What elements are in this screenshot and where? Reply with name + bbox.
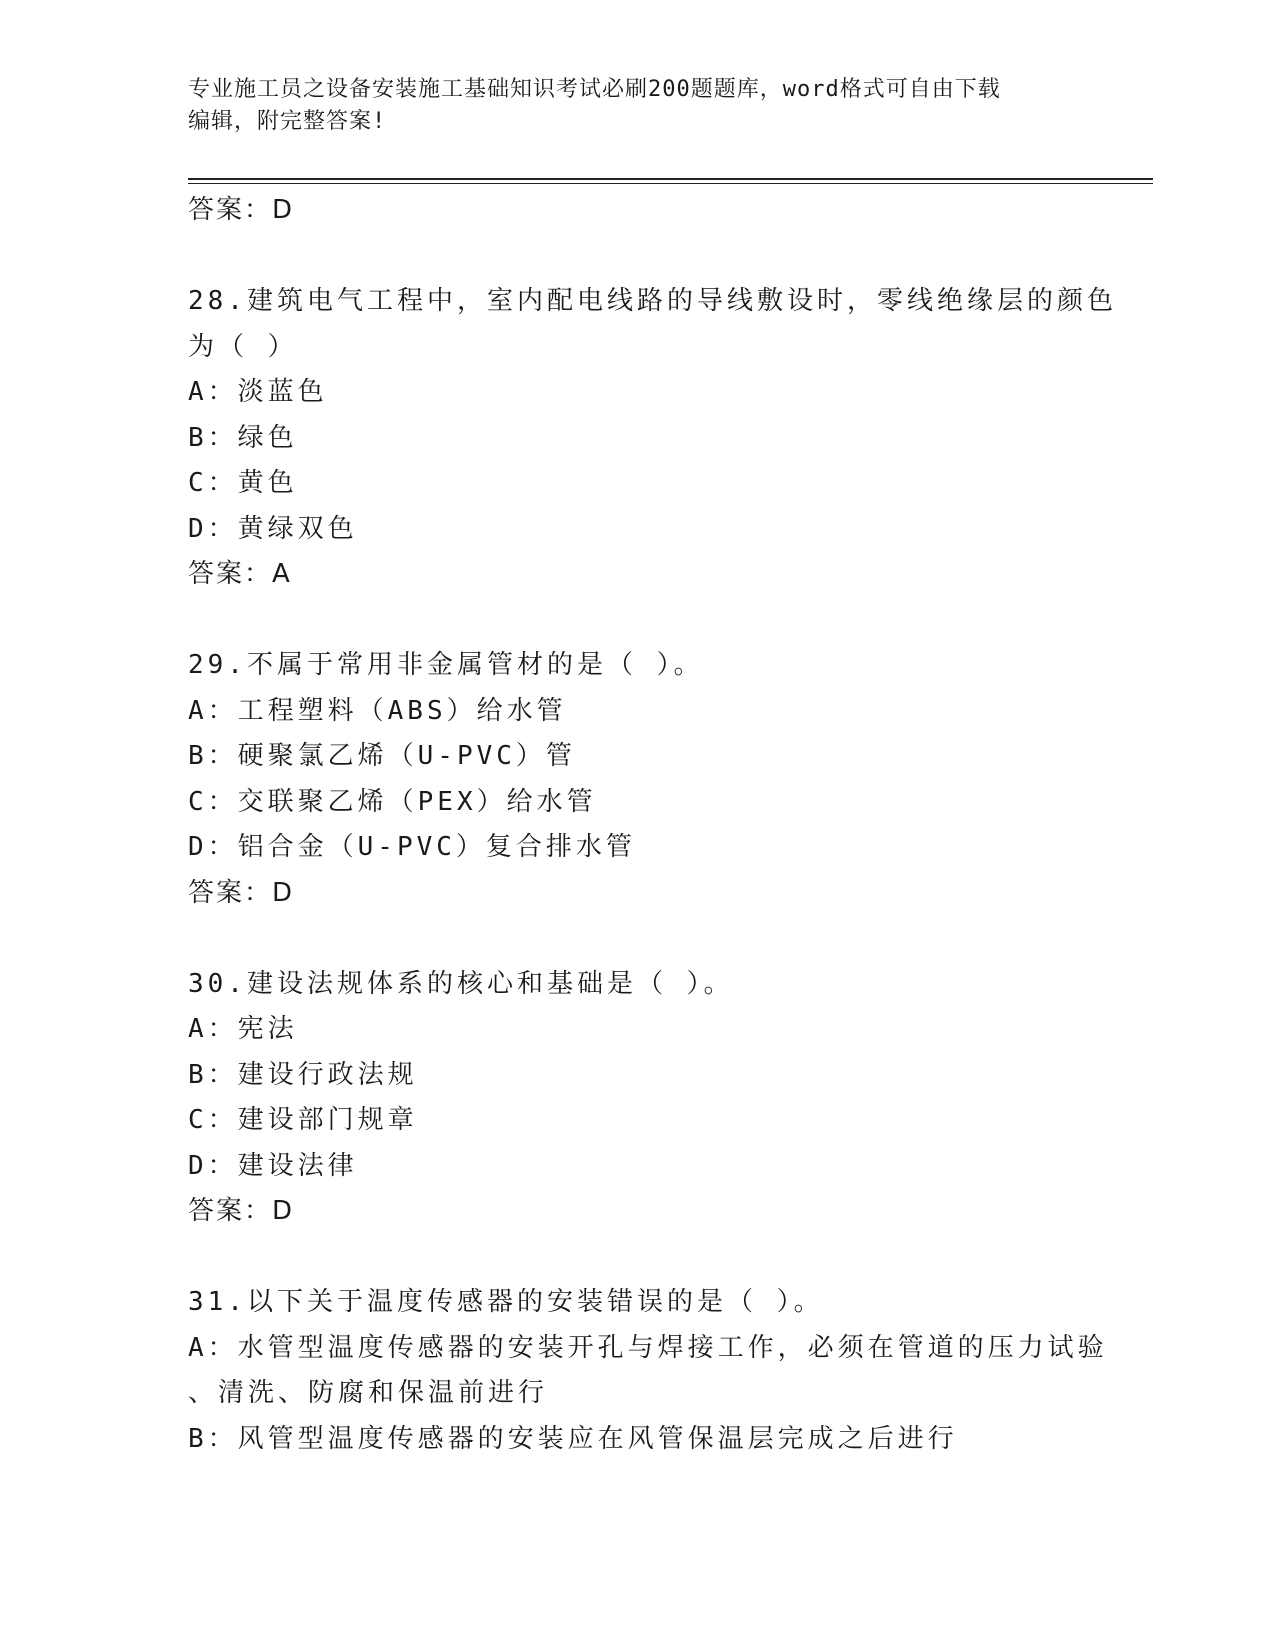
option-a-cont: 、清洗、防腐和保温前进行 [188, 1378, 549, 1408]
answer-line: 答案：D [188, 195, 295, 225]
answer-line: 答案：A [188, 559, 292, 589]
question-block [188, 962, 1088, 1235]
header-divider-thin [188, 183, 1153, 184]
header-line-1: 专业施工员之设备安装施工基础知识考试必刷200题题库，word格式可自由下载 [188, 77, 1001, 102]
option-d: D：铝合金（U-PVC）复合排水管 [188, 832, 636, 862]
option-a: A：水管型温度传感器的安装开孔与焊接工作，必须在管道的压力试验 [188, 1332, 1108, 1363]
question-block [188, 643, 1088, 916]
answer-line: 答案：D [188, 1196, 295, 1226]
option-c: C：黄色 [188, 468, 298, 498]
option-d: D：黄绿双色 [188, 513, 358, 544]
header-line-2: 编辑，附完整答案! [188, 109, 387, 134]
question-text: 31.以下关于温度传感器的安装错误的是（ ）。 [188, 1287, 824, 1317]
page-content [188, 188, 1117, 1462]
option-b: B：建设行政法规 [188, 1059, 418, 1090]
question-text: 30.建设法规体系的核心和基础是（ ）。 [188, 968, 734, 999]
header-divider [188, 178, 1153, 180]
answer-line: 答案：D [188, 877, 295, 908]
option-c: C：交联聚乙烯（PEX）给水管 [188, 786, 597, 817]
question-block [188, 1280, 1108, 1462]
document-header [188, 74, 1068, 138]
option-d: D：建设法律 [188, 1150, 358, 1181]
option-a: A：宪法 [188, 1014, 298, 1044]
question-text: 28.建筑电气工程中，室内配电线路的导线敷设时，零线绝缘层的颜色 [188, 286, 1117, 316]
question-text: 29.不属于常用非金属管材的是（ ）。 [188, 650, 704, 680]
option-a: A：淡蓝色 [188, 377, 328, 407]
option-a: A：工程塑料（ABS）给水管 [188, 695, 567, 726]
option-c: C：建设部门规章 [188, 1105, 418, 1135]
question-text-cont: 为（ ） [188, 331, 298, 362]
option-b: B：绿色 [188, 422, 298, 453]
option-b: B：硬聚氯乙烯（U-PVC）管 [188, 741, 576, 771]
question-block [188, 279, 1117, 598]
option-b: B：风管型温度传感器的安装应在风管保温层完成之后进行 [188, 1423, 958, 1454]
